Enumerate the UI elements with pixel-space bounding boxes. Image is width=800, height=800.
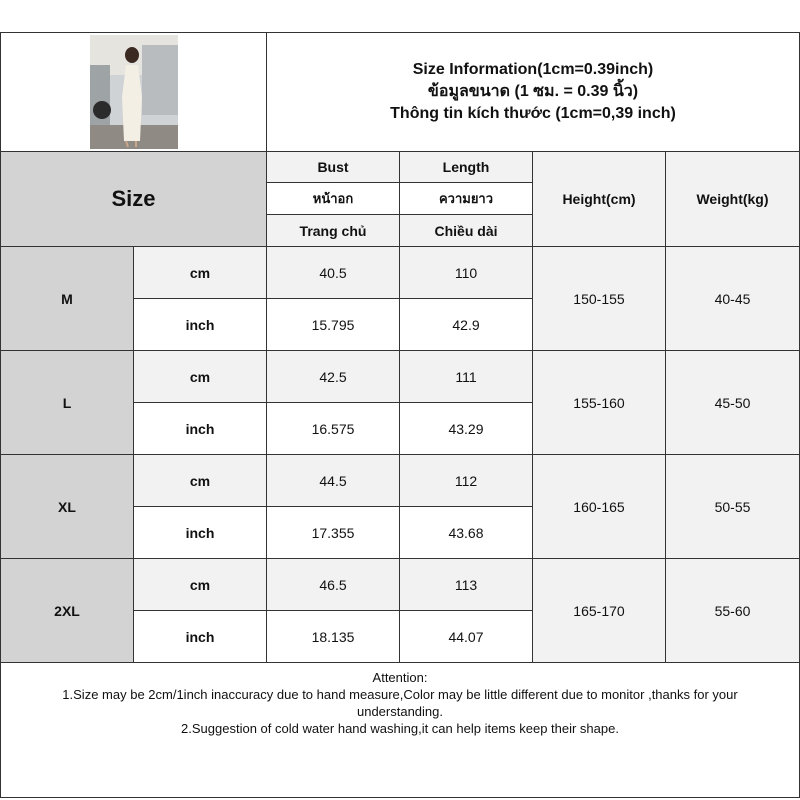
weight-header: Weight(kg) <box>665 151 800 247</box>
bust-header-en: Bust <box>266 151 400 183</box>
length-cm-value: 112 <box>399 454 533 507</box>
unit-cm-label: cm <box>133 246 267 299</box>
length-cm-value: 113 <box>399 558 533 611</box>
length-inch-value: 44.07 <box>399 610 533 663</box>
height-value: 160-165 <box>532 454 666 559</box>
height-value: 150-155 <box>532 246 666 351</box>
length-cm-value: 111 <box>399 350 533 403</box>
length-inch-value: 43.68 <box>399 506 533 559</box>
size-label: M <box>0 246 134 351</box>
bust-header-th: หน้าอก <box>266 182 400 215</box>
bust-header-vi: Trang chủ <box>266 214 400 247</box>
size-label: XL <box>0 454 134 559</box>
title-vietnamese: Thông tin kích thước (1cm=0,39 inch) <box>390 105 676 122</box>
unit-cm-label: cm <box>133 558 267 611</box>
length-header-vi: Chiều dài <box>399 214 533 247</box>
attention-notes <box>0 662 800 798</box>
unit-inch-label: inch <box>133 506 267 559</box>
title-block <box>266 32 800 152</box>
bust-cm-value: 40.5 <box>266 246 400 299</box>
unit-inch-label: inch <box>133 298 267 351</box>
bust-cm-value: 44.5 <box>266 454 400 507</box>
unit-inch-label: inch <box>133 402 267 455</box>
size-header: Size <box>0 151 267 247</box>
title-thai: ข้อมูลขนาด (1 ซม. = 0.39 นิ้ว) <box>427 83 639 100</box>
length-cm-value: 110 <box>399 246 533 299</box>
title-english: Size Information(1cm=0.39inch) <box>412 61 654 78</box>
unit-inch-label: inch <box>133 610 267 663</box>
attention-heading: Attention: <box>372 670 428 685</box>
note-line-1: 1.Size may be 2cm/1inch inaccuracy due to hand measure,Color may be little different due to monitor ,thanks for your understanding. <box>62 687 738 719</box>
weight-value: 45-50 <box>665 350 800 455</box>
height-value: 155-160 <box>532 350 666 455</box>
unit-cm-label: cm <box>133 454 267 507</box>
weight-value: 50-55 <box>665 454 800 559</box>
bust-cm-value: 46.5 <box>266 558 400 611</box>
length-inch-value: 42.9 <box>399 298 533 351</box>
bust-inch-value: 15.795 <box>266 298 400 351</box>
weight-value: 40-45 <box>665 246 800 351</box>
height-value: 165-170 <box>532 558 666 663</box>
bust-inch-value: 17.355 <box>266 506 400 559</box>
unit-cm-label: cm <box>133 350 267 403</box>
length-inch-value: 43.29 <box>399 402 533 455</box>
height-header: Height(cm) <box>532 151 666 247</box>
note-line-2: 2.Suggestion of cold water hand washing,it can help items keep their shape. <box>181 721 619 736</box>
length-header-th: ความยาว <box>399 182 533 215</box>
length-header-en: Length <box>399 151 533 183</box>
size-label: 2XL <box>0 558 134 663</box>
bust-inch-value: 16.575 <box>266 402 400 455</box>
bust-inch-value: 18.135 <box>266 610 400 663</box>
product-photo <box>90 35 178 149</box>
bust-cm-value: 42.5 <box>266 350 400 403</box>
size-label: L <box>0 350 134 455</box>
weight-value: 55-60 <box>665 558 800 663</box>
